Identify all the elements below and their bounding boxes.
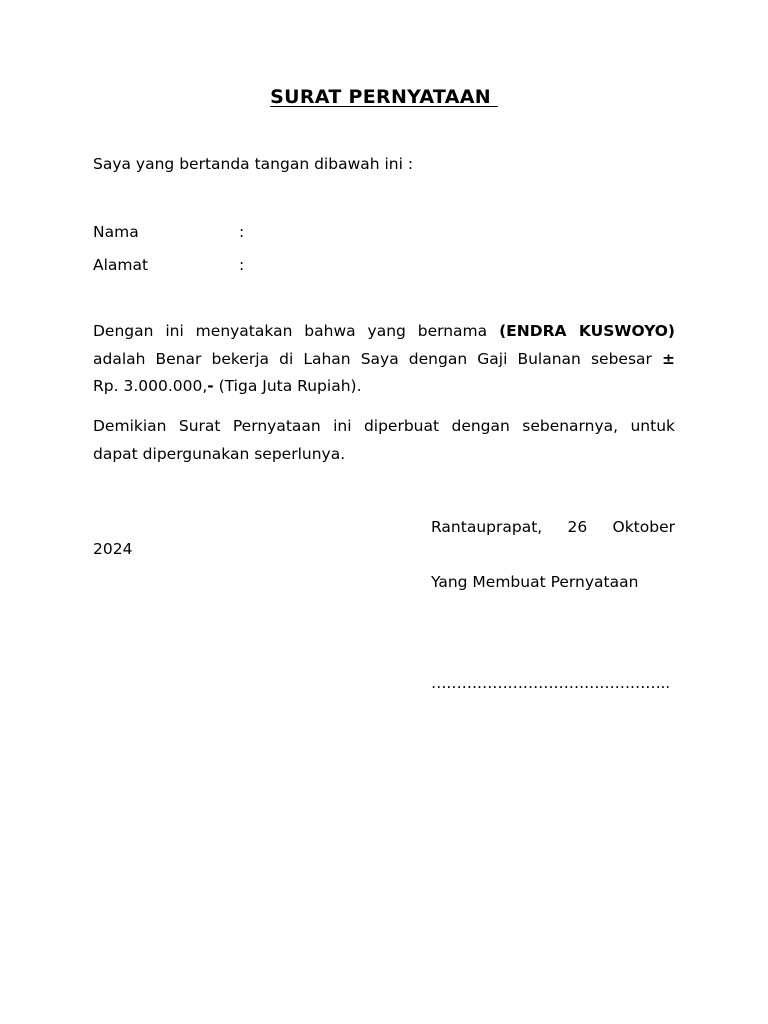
salary-words: (Tiga Juta Rupiah). <box>213 377 362 395</box>
signer-title: Yang Membuat Pernyataan <box>431 573 639 591</box>
statement-line-1 <box>93 318 675 346</box>
date-year: 2024 <box>93 540 133 558</box>
employee-name: (ENDRA KUSWOYO) <box>499 322 676 340</box>
signature-line: ……………………………………….. <box>431 674 670 692</box>
field-colon-alamat: : <box>239 256 245 274</box>
date-day: 26 <box>567 518 588 536</box>
statement-paragraph <box>93 318 675 401</box>
document-title <box>0 86 768 108</box>
date-month: Oktober <box>612 518 675 536</box>
place-date <box>431 518 675 536</box>
statement-line-3 <box>93 373 675 401</box>
place-text: Rantauprapat, <box>431 518 543 536</box>
closing-line-2: dapat dipergunakan seperlunya. <box>93 444 346 463</box>
field-colon-nama: : <box>239 223 245 241</box>
salary-amount: Rp. 3.000.000, <box>93 377 208 395</box>
statement-line-2 <box>93 346 675 374</box>
document-title-text: SURAT PERNYATAAN <box>270 86 498 108</box>
statement-line-1-text: Dengan ini menyatakan bahwa yang bernama <box>93 322 500 340</box>
closing-paragraph <box>93 413 675 468</box>
statement-line-2-text: adalah Benar bekerja di Lahan Saya dengan Gaji Bulanan sebesar <box>93 349 662 368</box>
salary-dash: - <box>207 377 214 395</box>
closing-line-1: Demikian Surat Pernyataan ini diperbuat dengan sebenarnya, untuk <box>93 417 675 435</box>
intro-text: Saya yang bertanda tangan dibawah ini : <box>93 155 414 173</box>
plus-minus-sign: ± <box>662 349 675 368</box>
field-label-alamat: Alamat <box>93 256 149 274</box>
field-label-nama: Nama <box>93 223 139 241</box>
